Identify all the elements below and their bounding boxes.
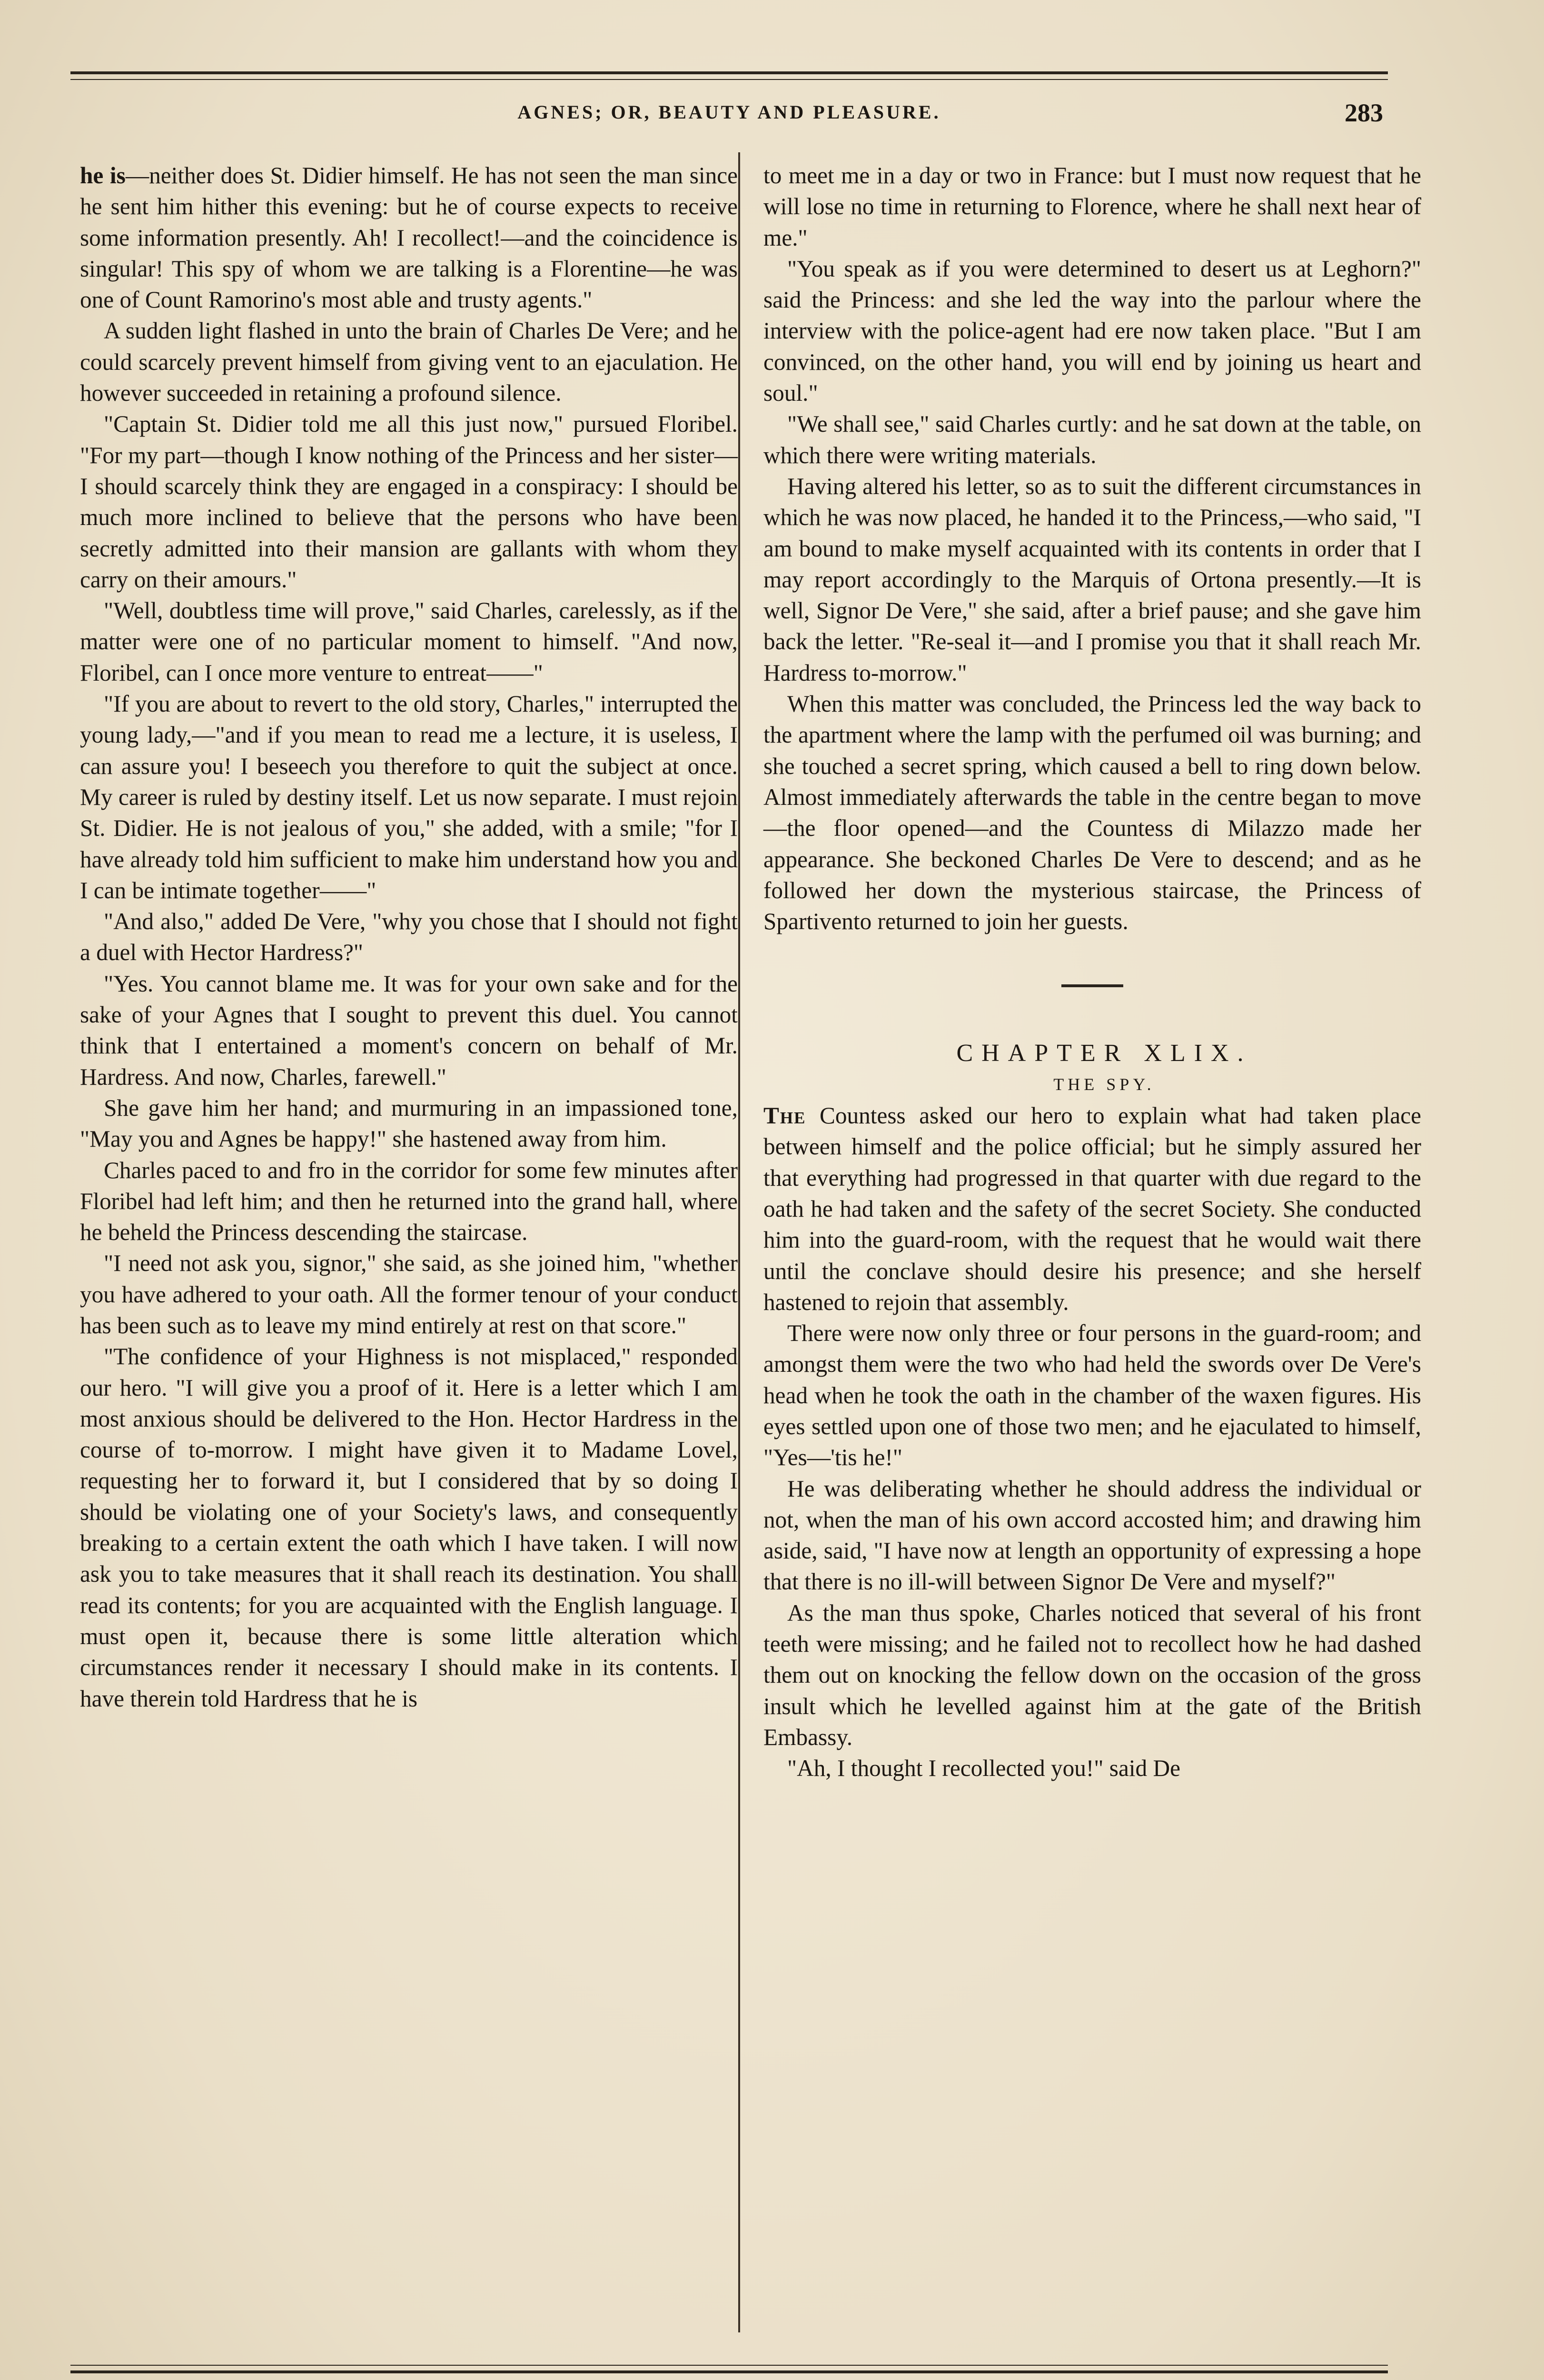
paragraph: "The confidence of your Highness is not misplaced," responded our hero. "I will give you a proof of it. Here is a letter which I am most anxious should be delivered to the Hon. Hector Hardress in the course of to-morrow. I might have given it to Madame Lovel, requesting her to forward it, but I considered that by so doing I should be violating one of your Society's laws, and consequently breaking to a certain extent the oath which I have taken. I will now ask you to take measures that it shall reach its destination. You shall read its contents; for you are acquainted with the English language. I must open it, because there is some little alteration which circumstances render it necessary I should make in its contents. I have therein told Hardress that he is [80, 1343, 738, 1712]
paragraph: "I need not ask you, signor," she said, as she joined him, "whether you have adhered to your oath. All the former tenour of your conduct has been such as to leave my mind entirely at rest on that score." [80, 1250, 738, 1339]
paragraph: "And also," added De Vere, "why you chose that I should not fight a duel with Hector Hardress?" [80, 908, 738, 966]
chapter-title: CHAPTER XLIX. [956, 1040, 1252, 1067]
paragraph: There were now only three or four persons in the guard-room; and amongst them were the two who had held the swords over De Vere's head when he took the oath in the chamber of the waxen figures. His eyes settled upon one of those two men; and he ejaculated to himself, "Yes—'tis he!" [763, 1320, 1421, 1471]
right-column [763, 160, 1421, 2350]
paragraph: "Yes. You cannot blame me. It was for your own sake and for the sake of your Agnes that I sought to prevent this duel. You cannot think that I entertained a moment's concern on behalf of Mr. Hardress. And now, Charles, farewell." [80, 970, 738, 1090]
page-number: 283 [1345, 99, 1383, 127]
paragraph: "Captain St. Didier told me all this just now," pursued Floribel. "For my part—though I know nothing of the Princess and her sister—I should scarcely think they are engaged in a conspiracy: I should be much more inclined to believe that the persons who have been secretly admitted into their mansion are gallants with whom they carry on their amours." [80, 411, 738, 593]
paragraph: Having altered his letter, so as to suit the different circumstances in which he was now placed, he handed it to the Princess,—who said, "I am bound to make myself acquainted with its contents in order that I may report accordingly to the Marquis of Ortona presently.—It is well, Signor De Vere," she said, after a brief pause; and she gave him back the letter. "Re-seal it—and I promise you that it shall reach Mr. Hardress to-morrow." [763, 473, 1421, 686]
paragraph: "If you are about to revert to the old story, Charles," interrupted the young lady,—"and if you mean to read me a lecture, it is useless, I can assure you! I beseech you therefore to quit the subject at once. My career is ruled by destiny itself. Let us now separate. I must rejoin St. Didier. He is not jealous of you," she added, with a smile; "for I have already told him sufficient to make him understand how you and I can be intimate together——" [80, 691, 738, 903]
running-title: AGNES; OR, BEAUTY AND PLEASURE. [517, 101, 941, 123]
paragraph [763, 1100, 1421, 1318]
footer-rule [70, 2365, 1388, 2373]
paragraph: When this matter was concluded, the Princess led the way back to the apartment where the lamp with the perfumed oil was burning; and she touched a secret spring, which caused a bell to ring down below. Almost immediately afterwards the table in the centre began to move—the floor opened—and the Countess di Milazzo made her appearance. She beckoned Charles De Vere to descend; and as he followed her down the mysterious staircase, the Princess of Spartivento returned to join her guests. [763, 691, 1421, 935]
lead-words: he is [80, 162, 126, 188]
paragraph-text: Countess asked our hero to explain what had taken place between himself and the police official; but he simply assured her that everything had progressed in that quarter with due regard to the oath he had taken and the safety of the secret Society. She conducted him into the guard-room, with the request that he would wait there until the conclave should desire his presence; and she herself hastened to rejoin that assembly. [763, 1102, 1421, 1315]
paragraph: Charles paced to and fro in the corridor for some few minutes after Floribel had left him; and then he returned into the grand hall, where he beheld the Princess descending the staircase. [80, 1157, 738, 1246]
paragraph [80, 160, 738, 315]
paragraph: "Ah, I thought I recollected you!" said De [787, 1755, 1181, 1782]
lead-words: The [763, 1102, 806, 1129]
header-rule [70, 71, 1388, 80]
paragraph: "We shall see," said Charles curtly: and he sat down at the table, on which there were writing materials. [763, 411, 1421, 468]
paragraph: He was deliberating whether he should address the individual or not, when the man of his own accord accosted him; and drawing him aside, said, "I have now at length an opportunity of expressing a hope that there is no ill-will between Signor De Vere and myself?" [763, 1475, 1421, 1595]
paragraph: "Well, doubtless time will prove," said Charles, carelessly, as if the matter were one of no particular moment to himself. "And now, Floribel, can I once more venture to entreat——" [80, 597, 738, 686]
chapter-rule [1061, 984, 1123, 987]
paragraph-text: —neither does St. Didier himself. He has not seen the man since he sent him hither this evening: but he of course expects to receive some information presently. Ah! I recollect!—and the coincidence is singular! This spy of whom we are talking is a Florentine—he was one of Count Ramorino's most able and trusty agents." [80, 162, 738, 313]
column-divider [738, 152, 740, 2332]
paragraph: As the man thus spoke, Charles noticed that several of his front teeth were missing; and he failed not to recollect how he had dashed them out on knocking the fellow down on the occasion of the gross insult which he levelled against him at the gate of the British Embassy. [763, 1599, 1421, 1750]
paragraph: to meet me in a day or two in France: but I must now request that he will lose no time in returning to Florence, where he shall next hear of me." [763, 162, 1421, 251]
paragraph: "You speak as if you were determined to desert us at Leghorn?" said the Princess: and she led the way into the parlour where the interview with the police-agent had ere now taken place. "But I am convinced, on the other hand, you will end by joining us heart and soul." [763, 255, 1421, 407]
chapter-subtitle: THE SPY. [1053, 1074, 1155, 1094]
running-head [70, 101, 1388, 134]
paragraph: A sudden light flashed in unto the brain of Charles De Vere; and he could scarcely prevent himself from giving vent to an ejaculation. He however succeeded in retaining a profound silence. [80, 317, 738, 407]
left-column [80, 160, 738, 2350]
paragraph: She gave him her hand; and murmuring in an impassioned tone, "May you and Agnes be happy!" she hastened away from him. [80, 1094, 738, 1152]
